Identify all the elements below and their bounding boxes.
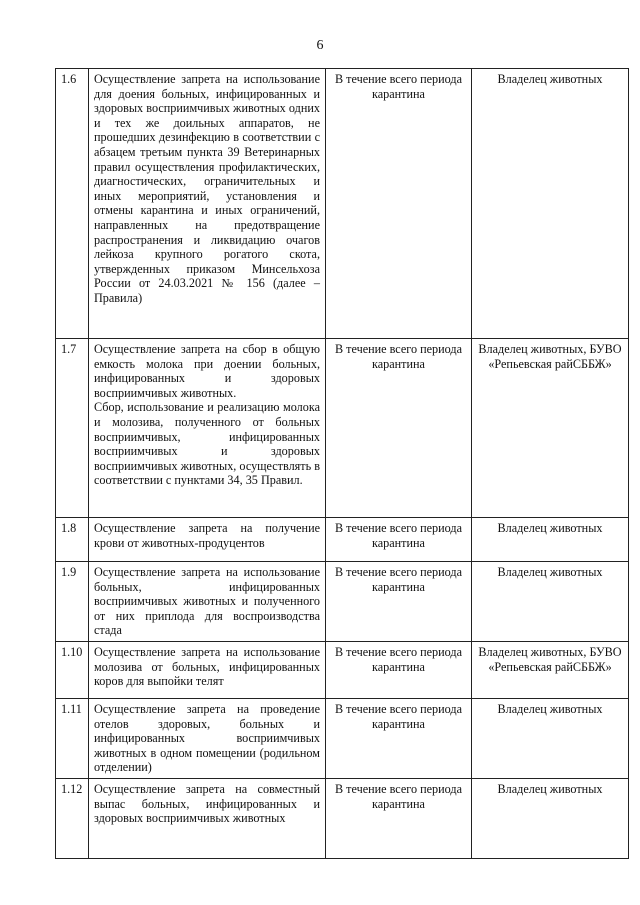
row-number: 1.9 — [56, 562, 89, 642]
row-number: 1.7 — [56, 339, 89, 518]
row-responsible: Владелец животных — [472, 698, 629, 778]
row-responsible: Владелец животных — [472, 562, 629, 642]
row-responsible: Владелец животных — [472, 518, 629, 562]
action-text: Осуществление запрета на использование больных, инфицированных восприимчивых животных и полученного от них приплода для воспроизводства стада — [94, 565, 320, 638]
row-action — [89, 698, 326, 778]
action-text: Осуществление запрета на получение крови от животных-продуцентов — [94, 521, 320, 550]
row-action — [89, 339, 326, 518]
row-action — [89, 562, 326, 642]
row-number: 1.10 — [56, 641, 89, 698]
table-row — [56, 562, 629, 642]
row-responsible: Владелец животных — [472, 69, 629, 339]
row-deadline: В течение всего периода карантина — [326, 641, 472, 698]
action-text-continued: Сбор, использование и реализацию молока и молозива, полученного от больных восприимчивых, инфицированных восприимчивых и здоровых восприимчивых животных, осуществлять в соответствии с пунктами 34, 35 Правил. — [94, 400, 320, 488]
row-responsible: Владелец животных — [472, 778, 629, 858]
row-deadline: В течение всего периода карантина — [326, 778, 472, 858]
action-text: Осуществление запрета на проведение отелов здоровых, больных и инфицированных восприимчивых животных в одном помещении (родильном отделении) — [94, 701, 320, 775]
action-text: Осуществление запрета на сбор в общую емкость молока при доении больных, инфицированных и здоровых восприимчивых животных. — [94, 342, 320, 400]
row-number: 1.11 — [56, 698, 89, 778]
measures-table — [55, 68, 629, 859]
table-row — [56, 778, 629, 858]
row-responsible: Владелец животных, БУВО «Репьевская райСББЖ» — [472, 339, 629, 518]
action-text: Осуществление запрета на использование для доения больных, инфицированных и здоровых восприимчивых животных одних и тех же доильных аппаратов, не прошедших дезинфекцию в соответствии с абзацем третьим пункта 39 Ветеринарных правил осуществления профилактических, диагностических, ограничительных и иных мероприятий, установления и отмены карантина и иных ограничений, направленных на предотвращение распространения и ликвидацию очагов лейкоза крупного рогатого скота, утвержденных приказом Минсельхоза России от 24.03.2021 № 156 (далее – Правила) — [94, 72, 320, 305]
row-deadline: В течение всего периода карантина — [326, 562, 472, 642]
table-row — [56, 339, 629, 518]
row-number: 1.8 — [56, 518, 89, 562]
row-action — [89, 518, 326, 562]
row-action — [89, 778, 326, 858]
action-text: Осуществление запрета на использование молозива от больных, инфицированных коров для выпойки телят — [94, 644, 320, 689]
action-text: Осуществление запрета на совместный выпас больных, инфицированных и здоровых восприимчивых животных — [94, 781, 320, 826]
row-number: 1.6 — [56, 69, 89, 339]
table-row — [56, 69, 629, 339]
row-deadline: В течение всего периода карантина — [326, 518, 472, 562]
page-number: 6 — [316, 38, 324, 53]
table-row — [56, 518, 629, 562]
row-action — [89, 69, 326, 339]
row-responsible: Владелец животных, БУВО «Репьевская райСББЖ» — [472, 641, 629, 698]
row-number: 1.12 — [56, 778, 89, 858]
row-deadline: В течение всего периода карантина — [326, 698, 472, 778]
row-deadline: В течение всего периода карантина — [326, 69, 472, 339]
row-action — [89, 641, 326, 698]
table-row — [56, 641, 629, 698]
row-deadline: В течение всего периода карантина — [326, 339, 472, 518]
table-row — [56, 698, 629, 778]
